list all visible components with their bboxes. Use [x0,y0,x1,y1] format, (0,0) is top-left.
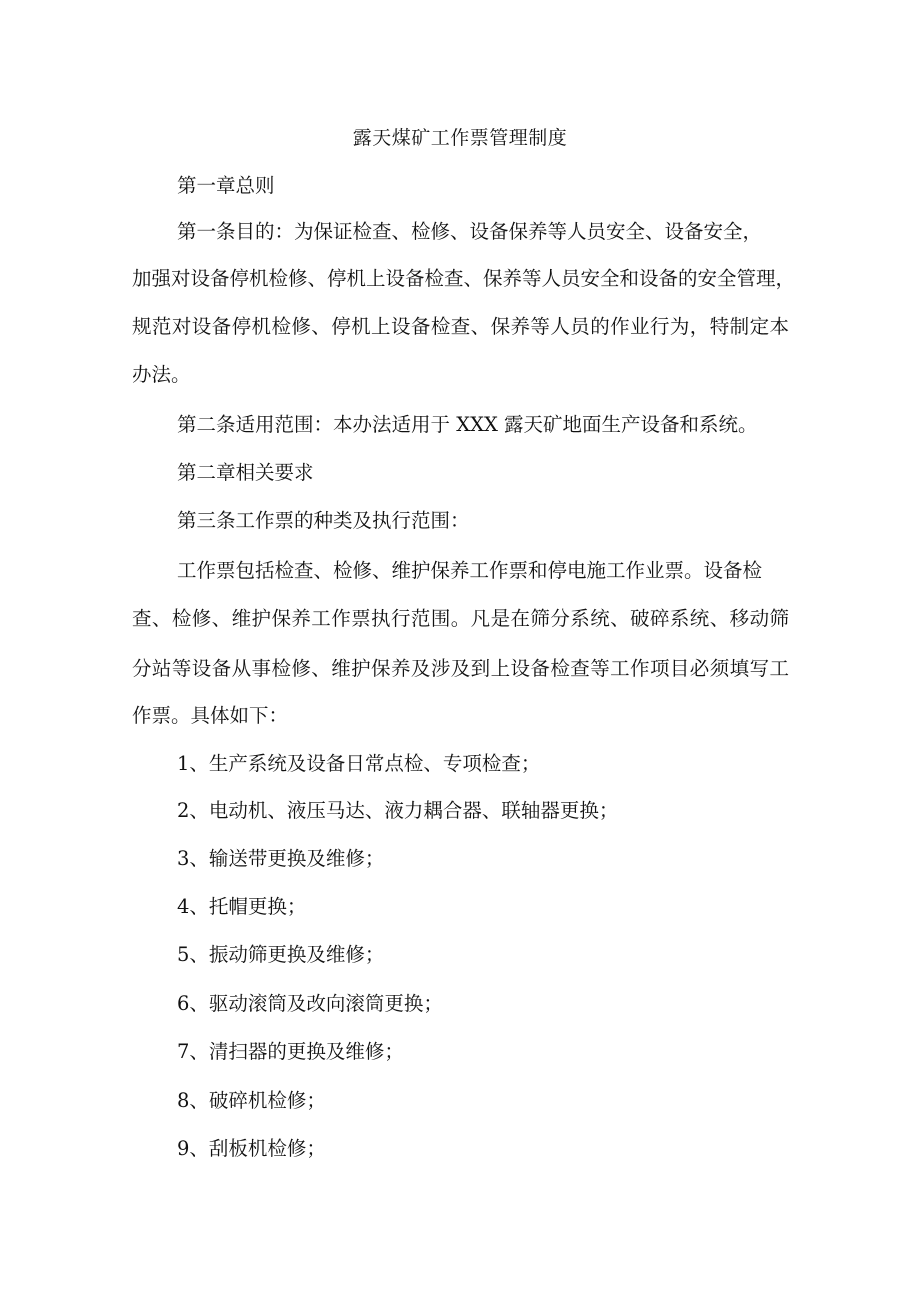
list-item: 2、电动机、液压马达、液力耦合器、联轴器更换； [177,799,619,822]
list-item: 7、清扫器的更换及维修； [177,1040,404,1063]
list-item: 5、振动筛更换及维修； [177,943,385,966]
article-1-line-2: 加强对设备停机检修、停机上设备检查、保养等人员安全和设备的安全管理， [132,267,796,290]
article-1-line-4: 办法。 [132,363,191,386]
document-title: 露天煤矿工作票管理制度 [352,127,568,149]
article-1-line-1: 第一条目的：为保证检查、检修、设备保养等人员安全、设备安全， [177,220,763,243]
paragraph-line-3: 分站等设备从事检修、维护保养及涉及到上设备检查等工作项目必须填写工 [132,657,789,680]
list-item: 1、生产系统及设备日常点检、专项检查； [177,752,541,775]
chapter-2-heading: 第二章相关要求 [177,461,314,484]
paragraph-line-1: 工作票包括检查、检修、维护保养工作票和停电施工作业票。设备检 [177,559,763,582]
article-3: 第三条工作票的种类及执行范围： [177,509,470,532]
article-1-line-3: 规范对设备停机检修、停机上设备检查、保养等人员的作业行为，特制定本 [132,315,789,338]
paragraph-line-4: 作票。具体如下： [132,704,289,727]
list-item: 3、输送带更换及维修； [177,847,385,870]
list-item: 6、驱动滚筒及改向滚筒更换； [177,992,443,1015]
list-item: 9、刮板机检修； [177,1137,326,1160]
list-item: 8、破碎机检修； [177,1089,326,1112]
chapter-1-heading: 第一章总则 [177,174,275,197]
list-item: 4、托帽更换； [177,895,307,918]
paragraph-line-2: 查、检修、维护保养工作票执行范围。凡是在筛分系统、破碎系统、移动筛 [132,607,789,630]
article-2: 第二条适用范围：本办法适用于 XXX 露天矿地面生产设备和系统。 [177,413,758,436]
